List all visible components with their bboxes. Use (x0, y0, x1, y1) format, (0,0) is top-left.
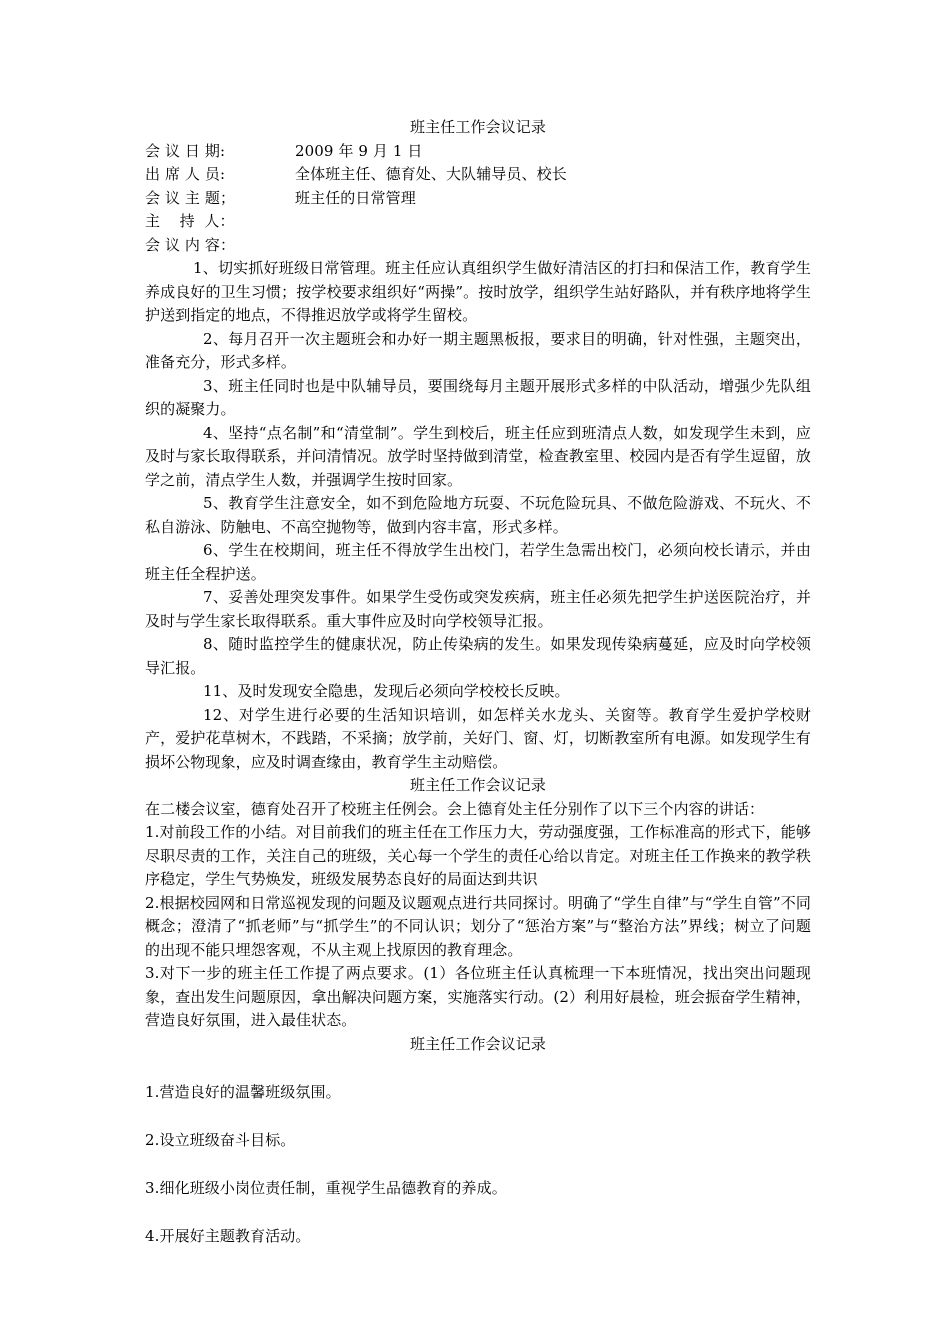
meta-row-host (145, 210, 811, 234)
section3-item-3: 3.细化班级小岗位责任制，重视学生品德教育的养成。 (145, 1178, 507, 1197)
meta-value-topic: 班主任的日常管理 (295, 188, 416, 207)
meta-label-topic: 会 议 主 题； (145, 188, 236, 207)
meta-label-attendees: 出 席 人 员: (145, 165, 226, 183)
section3-item-2: 2.设立班级奋斗目标。 (145, 1130, 296, 1149)
section2-item-3: 3.对下一步的班主任工作提了两点要求。(1）各位班主任认真梳理一下本班情况，找出突出问题现象，查出发生问题原因，拿出解决问题方案，实施落实行动。(2）利用好晨检，班会振奋学生精神，营造良好氛围，进入最佳状态。 (145, 964, 811, 1029)
meta-label-content: 会 议 内 容： (145, 235, 236, 254)
meta-value-content (295, 234, 811, 258)
section1-item-6: 6、学生在校期间，班主任不得放学生出校门，若学生急需出校门，必须向校长请示，并由班主任全程护送。 (145, 541, 811, 583)
meta-row-attendees (145, 163, 811, 187)
meta-value-attendees: 全体班主任、德育处、大队辅导员、校长 (295, 165, 567, 183)
meta-value-date: 2009 年 9 月 1 日 (295, 141, 423, 160)
section1-item-1: 1、切实抓好班级日常管理。班主任应认真组织学生做好清洁区的打扫和保洁工作，教育学生养成良好的卫生习惯；按学校要求组织好“两操”。按时放学，组织学生站好路队，并有秩序地将学生护送到指定的地点，不得推迟放学或将学生留校。 (145, 259, 811, 324)
section1-item-2: 2、每月召开一次主题班会和办好一期主题黑板报，要求目的明确，针对性强，主题突出，准备充分，形式多样。 (145, 329, 811, 371)
section1-item-4: 4、坚持“点名制”和“清堂制”。学生到校后，班主任应到班清点人数，如发现学生未到，应及时与家长取得联系，并问清情况。放学时坚持做到清堂，检查教室里、校园内是否有学生逗留，放学之前，清点学生人数，并强调学生按时回家。 (145, 423, 811, 489)
document-body (145, 116, 811, 1248)
section1-title: 班主任工作会议记录 (410, 118, 546, 136)
section3-title: 班主任工作会议记录 (410, 1034, 546, 1053)
section1-item-12: 12、对学生进行必要的生活知识培训，如怎样关水龙头、关窗等。教育学生爱护学校财产，爱护花草树木，不践踏，不采摘；放学前，关好门、窗、灯，切断教室所有电源。如发现学生有损坏公物现象，应及时调查缘由，教育学生主动赔偿。 (145, 705, 811, 771)
meta-label-date: 会 议 日 期: (145, 141, 226, 160)
meta-row-topic (145, 187, 811, 211)
spacer (145, 1056, 811, 1081)
section2-title: 班主任工作会议记录 (410, 776, 546, 794)
spacer (145, 1152, 811, 1177)
spacer (145, 1104, 811, 1129)
meta-row-date (145, 140, 811, 164)
section1-item-8: 8、随时监控学生的健康状况，防止传染病的发生。如果发现传染病蔓延，应及时向学校领导汇报。 (145, 635, 811, 677)
section1-item-5: 5、教育学生注意安全，如不到危险地方玩耍、不玩危险玩具、不做危险游戏、不玩火、不私自游泳、防触电、不高空抛物等，做到内容丰富，形式多样。 (145, 494, 811, 536)
section1-item-3: 3、班主任同时也是中队辅导员，要围绕每月主题开展形式多样的中队活动，增强少先队组织的凝聚力。 (145, 376, 811, 418)
meta-value-host (295, 210, 811, 234)
section1-item-7: 7、妥善处理突发事件。如果学生受伤或突发疾病，班主任必须先把学生护送医院治疗，并及时与学生家长取得联系。重大事件应及时向学校领导汇报。 (145, 588, 811, 630)
section2-item-2: 2.根据校园网和日常巡视发现的问题及议题观点进行共同探讨。明确了“学生自律”与“学生自管”不同概念；澄清了“抓老师”与“抓学生”的不同认识；划分了“惩治方案”与“整治方法”界线；树立了问题的出现不能只埋怨客观，不从主观上找原因的教育理念。 (145, 893, 811, 959)
spacer (145, 1200, 811, 1225)
section3-item-1: 1.营造良好的温馨班级氛围。 (145, 1082, 341, 1101)
section1-item-11: 11、及时发现安全隐患，发现后必须向学校校长反映。 (203, 682, 570, 700)
meta-row-content (145, 234, 811, 258)
meta-label-host: 主 持 人： (145, 212, 235, 230)
section2-item-1: 1.对前段工作的小结。对目前我们的班主任在工作压力大，劳动强度强，工作标准高的形式下，能够尽职尽责的工作，关注自己的班级，关心每一个学生的责任心给以肯定。对班主任工作换来的教学秩序稳定，学生气势焕发，班级发展势态良好的局面达到共识 (145, 823, 811, 888)
section3-item-4: 4.开展好主题教育活动。 (145, 1226, 311, 1245)
section2-intro: 在二楼会议室，德育处召开了校班主任例会。会上德育处主任分别作了以下三个内容的讲话： (145, 799, 765, 818)
